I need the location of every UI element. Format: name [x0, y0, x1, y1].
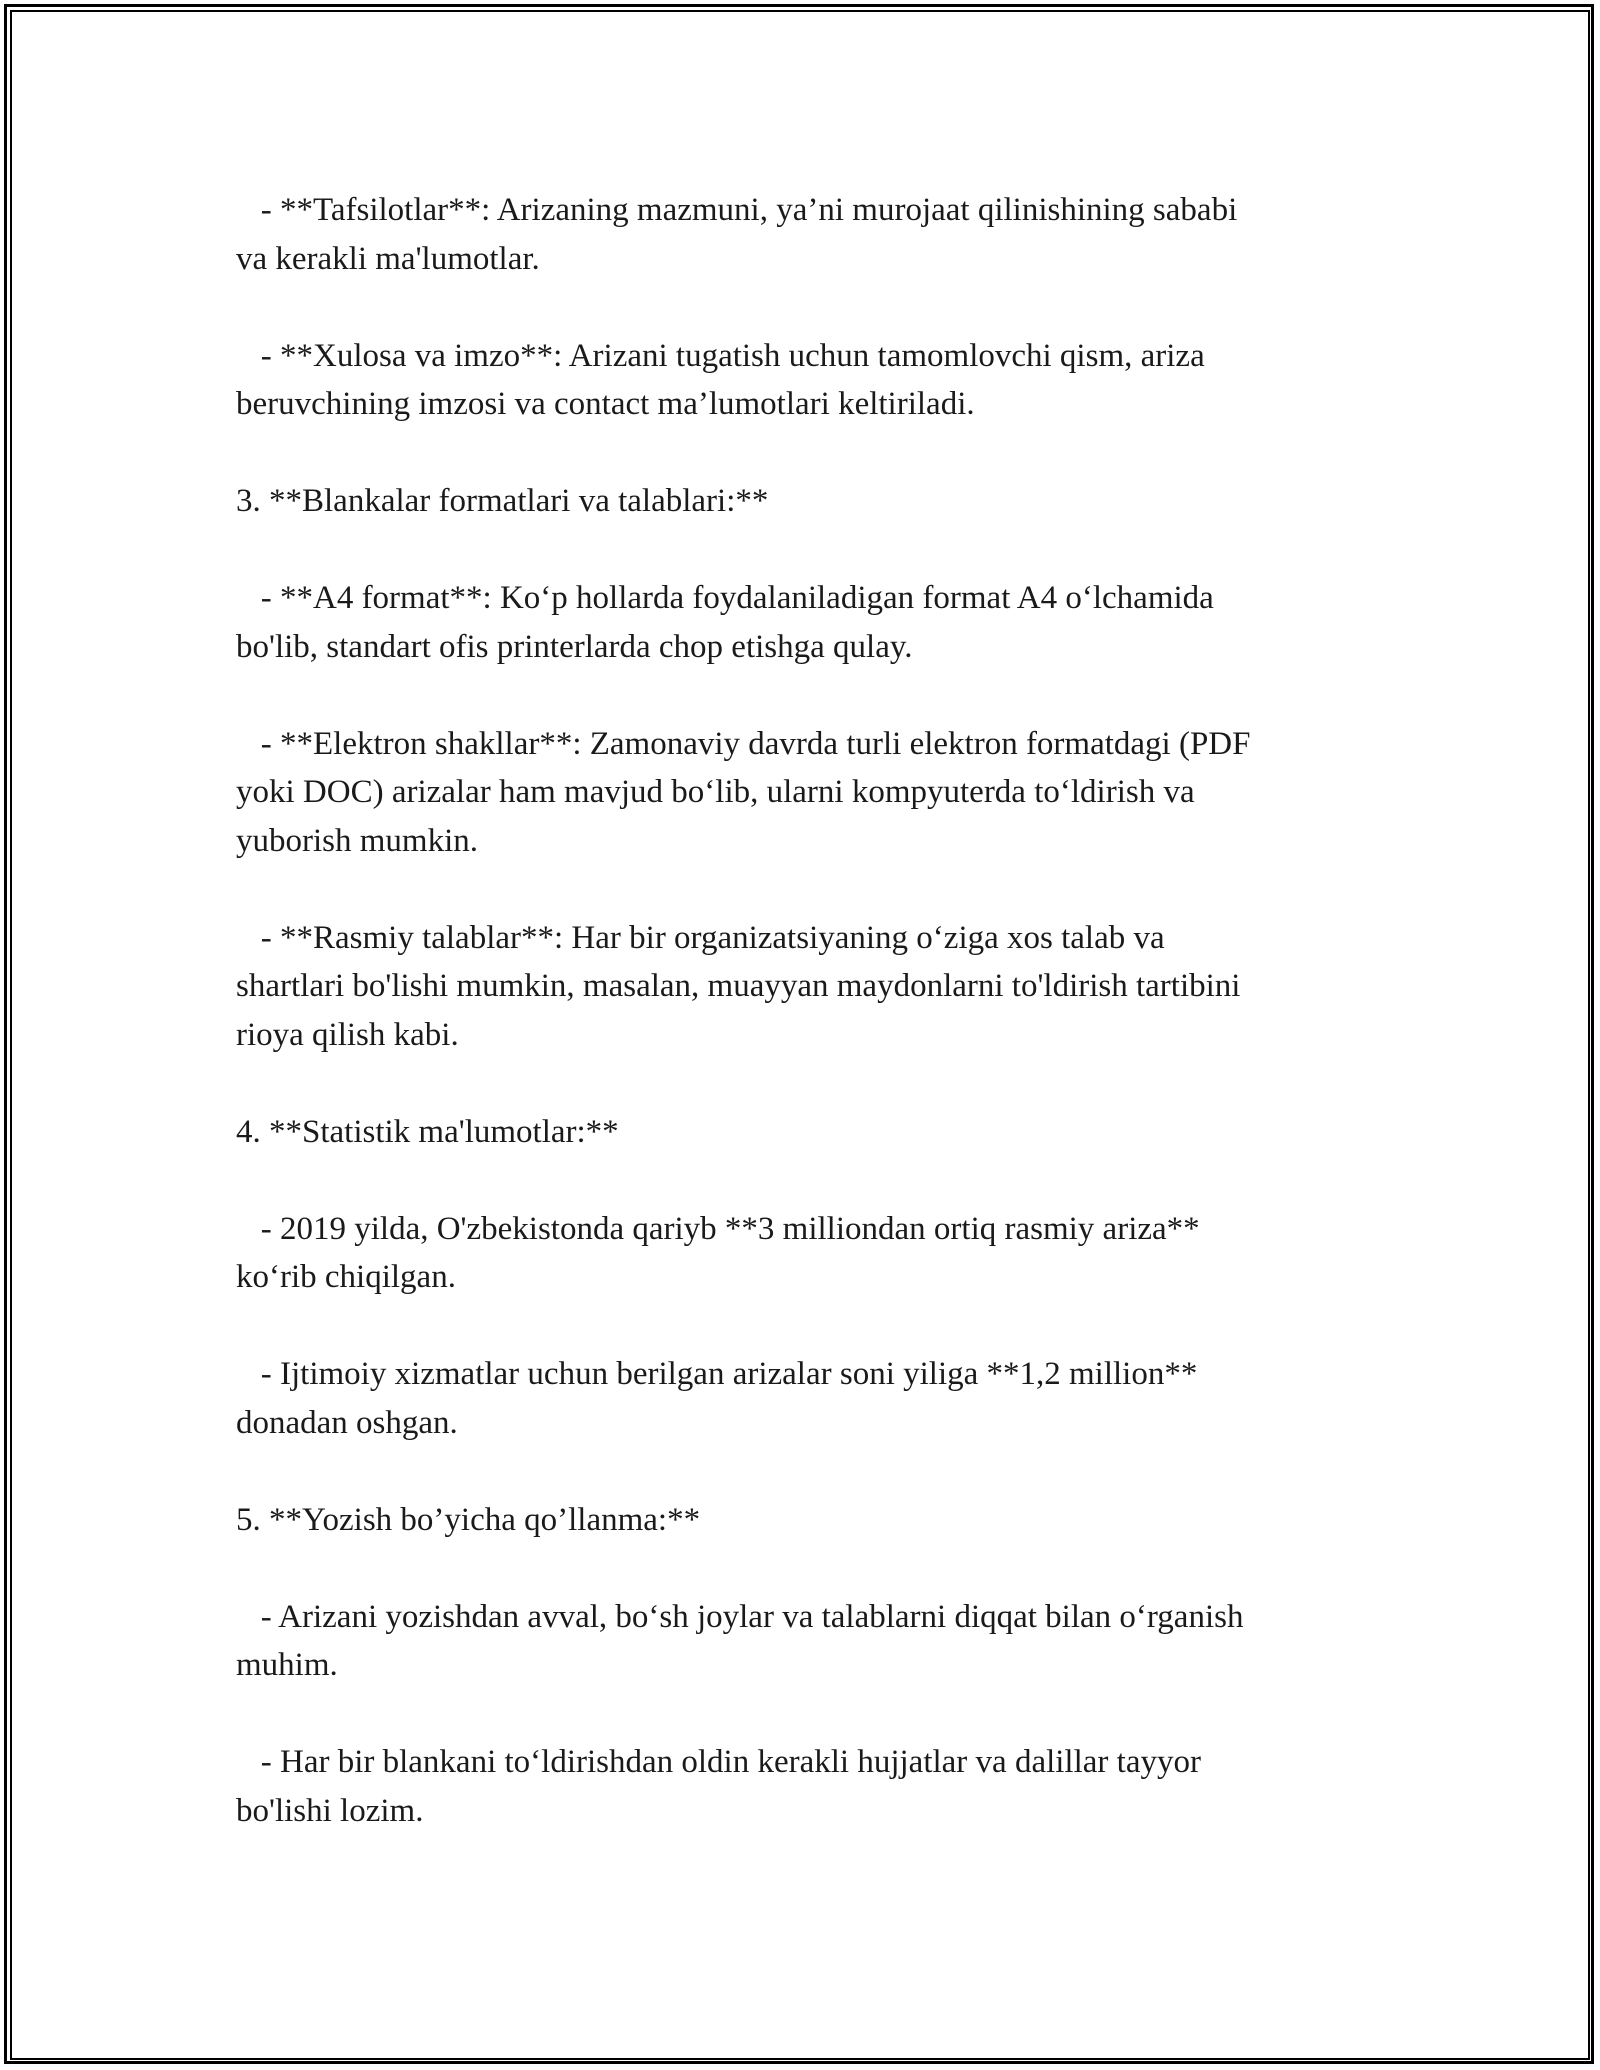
paragraph-statistic-2019: - 2019 yilda, O'zbekistonda qariyb **3 milliondan ortiq rasmiy ariza** ko‘rib chiqilgan. — [236, 1210, 1200, 1295]
document-body — [236, 186, 1376, 1884]
paragraph-blankani-toldirish: - Har bir blankani to‘ldirishdan oldin kerakli hujjatlar va dalillar tayyor bo'lishi lozim. — [236, 1744, 1201, 1829]
paragraph-elektron-shakllar: - **Elektron shakllar**: Zamonaviy davrda turli elektron formatdagi (PDF yoki DOC) arizalar ham mavjud bo‘lib, ularni kompyuterda to‘ldirish va yuborish mumkin. — [236, 725, 1251, 859]
paragraph-a4-format: - **A4 format**: Ko‘p hollarda foydalaniladigan format A4 o‘lchamida bo'lib, standart ofis printerlarda chop etishga qulay. — [236, 580, 1214, 665]
heading-yozish-qollanma: 5. **Yozish bo’yicha qo’llanma:** — [236, 1501, 701, 1538]
paragraph-statistic-ijtimoiy: - Ijtimoiy xizmatlar uchun berilgan arizalar soni yiliga **1,2 million** donadan oshgan. — [236, 1356, 1198, 1441]
paragraph-arizani-yozish: - Arizani yozishdan avval, bo‘sh joylar va talablarni diqqat bilan o‘rganish muhim. — [236, 1598, 1244, 1683]
heading-blankalar-formatlari: 3. **Blankalar formatlari va talablari:** — [236, 483, 769, 519]
paragraph-xulosa-imzo: - **Xulosa va imzo**: Arizani tugatish uchun tamomlovchi qism, ariza beruvchining imzosi va contact ma’lumotlari keltiriladi. — [236, 337, 1205, 422]
heading-statistik-malumotlar: 4. **Statistik ma'lumotlar:** — [236, 1113, 619, 1150]
paragraph-tafsilotlar: - **Tafsilotlar**: Arizaning mazmuni, ya’ni murojaat qilinishining sababi va kerakli ma'lumotlar. — [236, 192, 1238, 277]
paragraph-rasmiy-talablar: - **Rasmiy talablar**: Har bir organizatsiyaning o‘ziga xos talab va shartlari bo'lishi mumkin, masalan, muayyan maydonlarni to'ldirish tartibini rioya qilish kabi. — [236, 919, 1241, 1053]
